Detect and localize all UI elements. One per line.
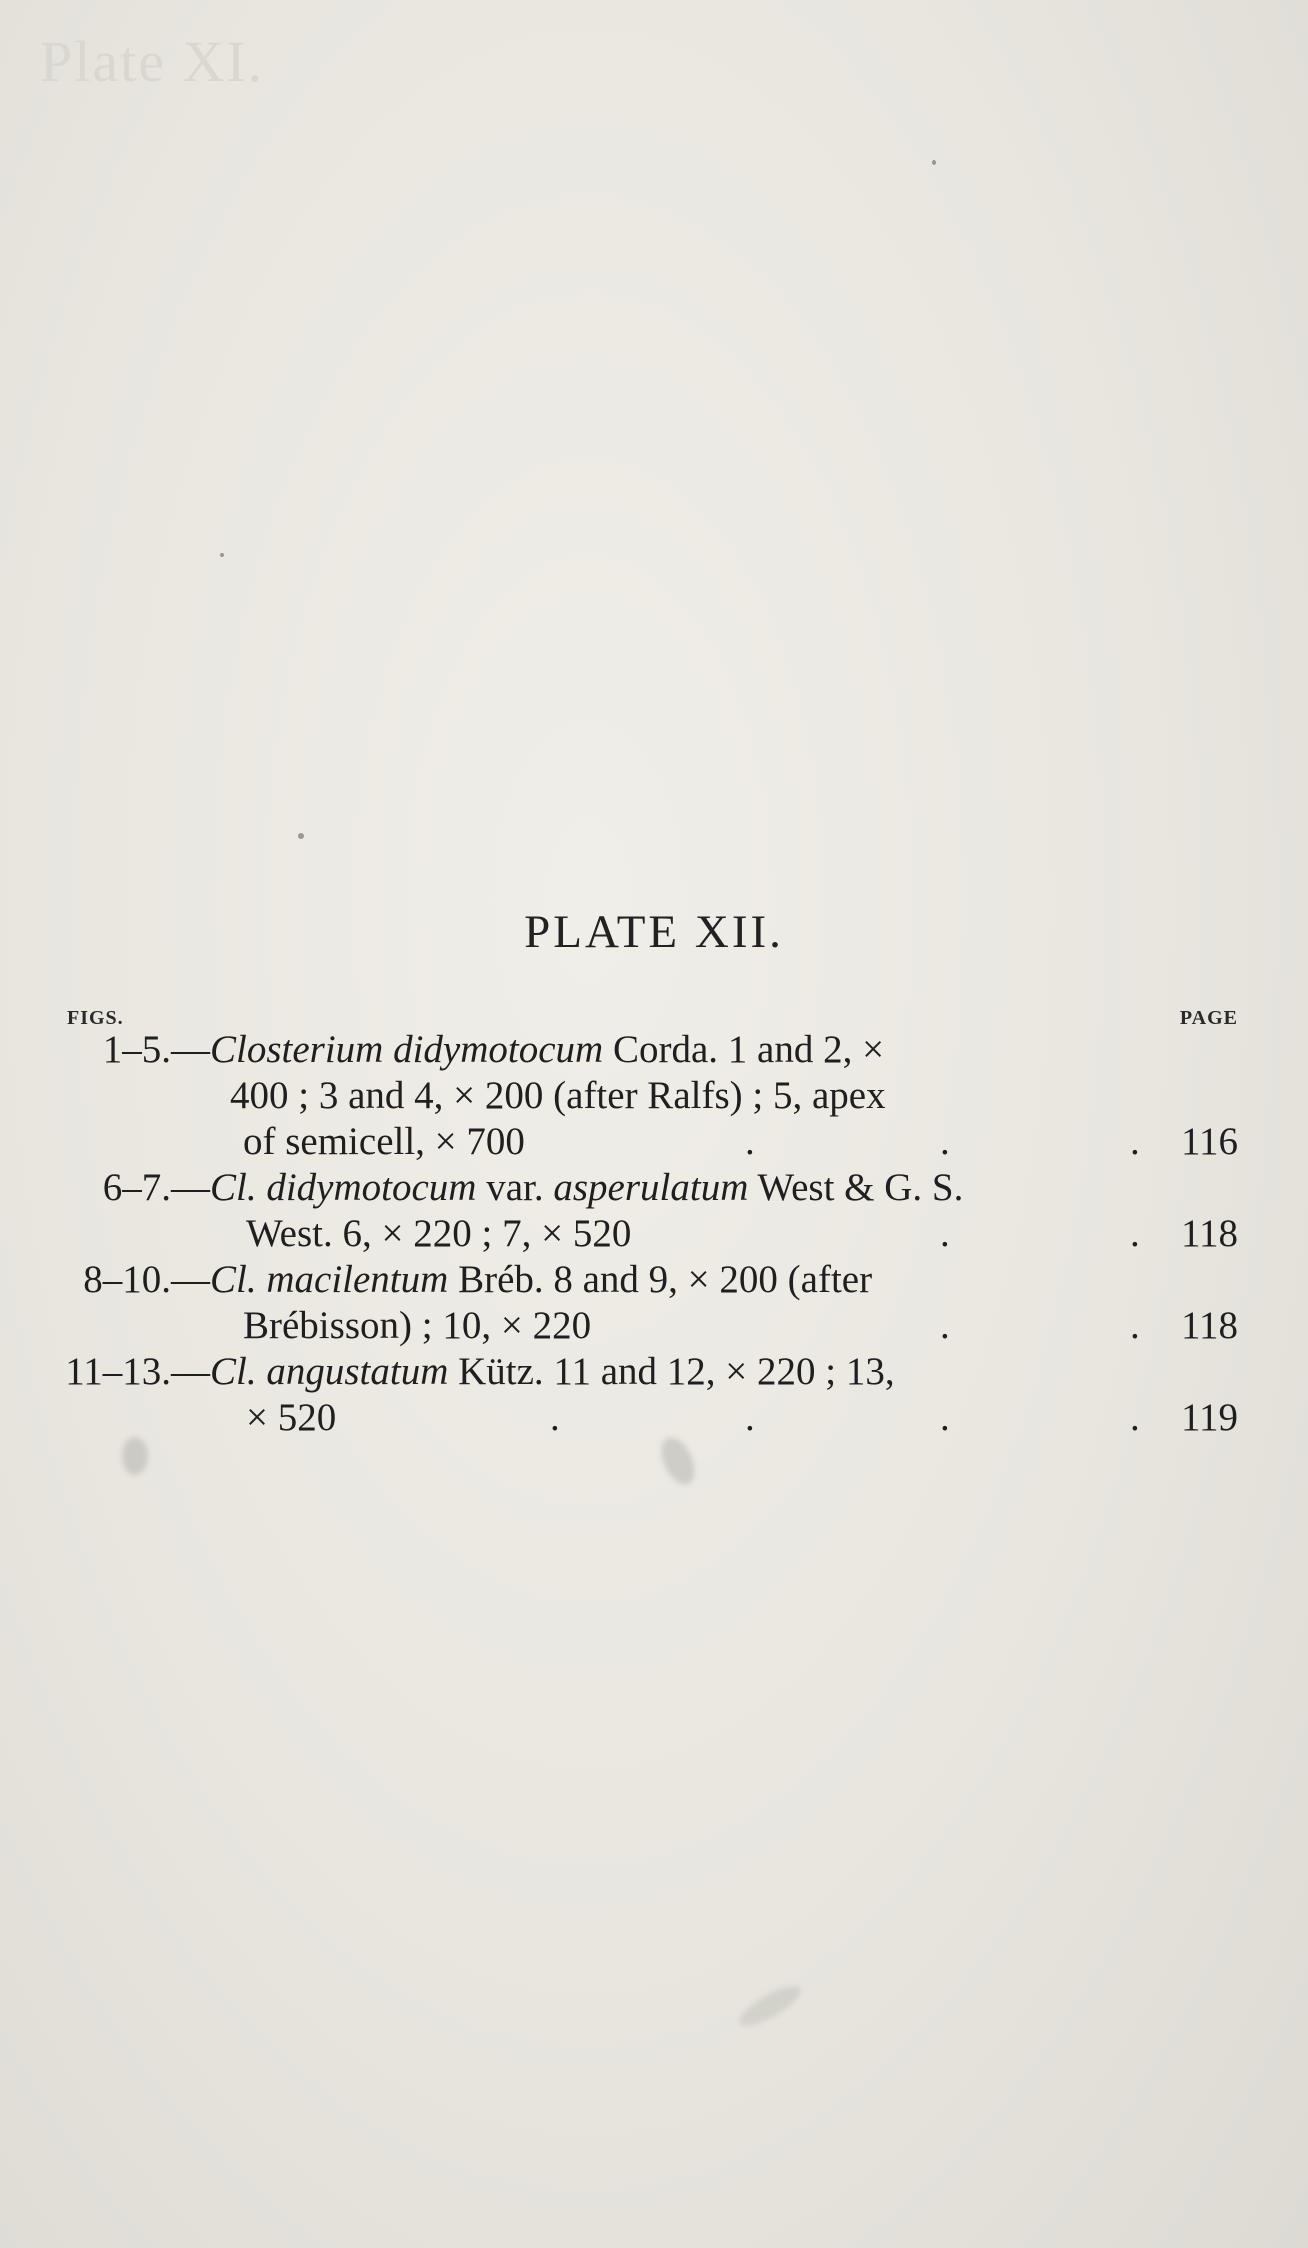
list-item-continuation: Brébisson) ; 10, × 220 . . 118 bbox=[243, 1304, 1238, 1347]
paper-smudge bbox=[122, 1437, 148, 1475]
entry-text bbox=[210, 1027, 884, 1073]
entry-detail: Corda. 1 and 2, × bbox=[603, 1028, 885, 1071]
list-item-continuation bbox=[0, 1073, 1308, 1119]
species-name: Cl. angustatum bbox=[210, 1350, 449, 1393]
entry-detail: West & G. S. bbox=[748, 1166, 964, 1209]
paper-smudge bbox=[734, 1979, 806, 2033]
entry-detail: 400 ; 3 and 4, × 200 (after Ralfs) ; 5, apex bbox=[230, 1074, 886, 1117]
species-name: Closterium didymotocum bbox=[210, 1028, 604, 1071]
variety-name: asperulatum bbox=[553, 1166, 749, 1209]
entry-text bbox=[210, 1257, 872, 1303]
entry-text bbox=[210, 1349, 895, 1395]
figure-range: 6–7.— bbox=[102, 1166, 210, 1209]
paper-speck bbox=[932, 160, 936, 165]
entry-detail: var. bbox=[476, 1166, 554, 1209]
page-number: 119 bbox=[1180, 1396, 1238, 1439]
figure-range: 1–5.— bbox=[102, 1028, 210, 1071]
page-number: 118 bbox=[1180, 1304, 1238, 1347]
entry-detail: Brébisson) ; 10, × 220 bbox=[243, 1304, 592, 1347]
plate-title: PLATE XII. bbox=[524, 906, 784, 958]
list-item-continuation: × 520 . . . . 119 bbox=[246, 1396, 1238, 1439]
entry-detail: Bréb. 8 and 9, × 200 (after bbox=[448, 1258, 873, 1301]
figure-range: 8–10.— bbox=[83, 1258, 210, 1301]
list-item-continuation: of semicell, × 700 . . . 116 bbox=[243, 1120, 1238, 1163]
list-item-continuation: West. 6, × 220 ; 7, × 520 . . 118 bbox=[246, 1212, 1238, 1255]
list-item bbox=[0, 1349, 1308, 1395]
list-item bbox=[0, 1027, 1308, 1073]
list-item bbox=[0, 1257, 1308, 1303]
paper-speck bbox=[298, 833, 304, 839]
entry-detail: West. 6, × 220 ; 7, × 520 bbox=[246, 1212, 632, 1255]
entry-detail: of semicell, × 700 bbox=[243, 1120, 525, 1163]
entry-detail: Kütz. 11 and 12, × 220 ; 13, bbox=[448, 1350, 895, 1393]
species-name: Cl. didymotocum bbox=[210, 1166, 477, 1209]
species-name: Cl. macilentum bbox=[210, 1258, 449, 1301]
page-number: 118 bbox=[1180, 1212, 1238, 1255]
entry-detail: × 520 bbox=[246, 1396, 337, 1439]
page-number: 116 bbox=[1180, 1120, 1238, 1163]
list-item bbox=[0, 1165, 1308, 1211]
figure-range: 11–13.— bbox=[65, 1350, 210, 1393]
figs-column-header: FIGS. bbox=[67, 1007, 124, 1029]
entry-text bbox=[210, 1165, 963, 1211]
bleed-through-title: Plate XI. bbox=[40, 29, 265, 94]
page-column-header: PAGE bbox=[1179, 1007, 1238, 1029]
paper-speck bbox=[220, 553, 224, 557]
